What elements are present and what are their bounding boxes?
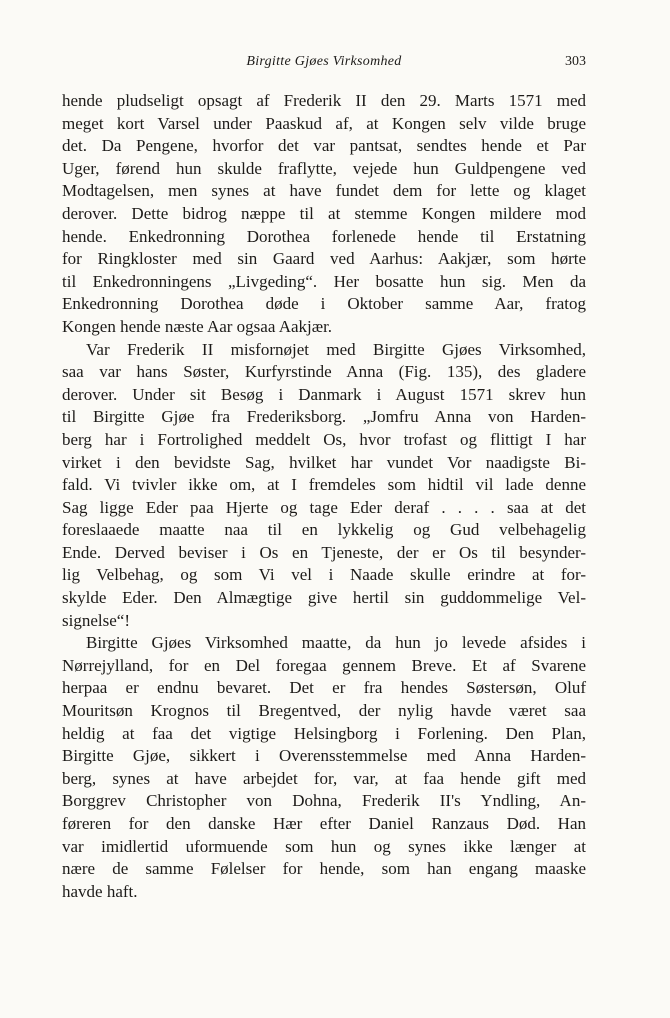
text-line: herpaa er endnu bevaret. Det er fra hendes Søstersøn, Oluf xyxy=(62,678,586,698)
text-line: Uger, førend hun skulde fraflytte, vejede hun Guldpengene ved xyxy=(62,158,586,178)
text-line: Kongen hende næste Aar ogsaa Aakjær. xyxy=(62,316,333,336)
text-line: det. Da Pengene, hvorfor det var pantsat, sendtes hende et Par xyxy=(62,136,586,156)
body-text xyxy=(62,90,586,903)
text-line: hende. Enkedronning Dorothea forlenede hende til Erstatning xyxy=(62,226,586,246)
text-line: Enkedronning Dorothea døde i Oktober samme Aar, fratog xyxy=(62,294,586,314)
text-line: derover. Under sit Besøg i Danmark i August 1571 skrev hun xyxy=(62,384,586,404)
text-line: lig Velbehag, og som Vi vel i Naade skulle erindre at for- xyxy=(62,565,586,585)
text-line: Sag ligge Eder paa Hjerte og tage Eder deraf . . . . saa at det xyxy=(62,497,586,517)
text-line: skylde Eder. Den Almægtige give hertil sin guddommelige Vel- xyxy=(62,588,586,608)
text-line: til Enkedronningens „Livgeding“. Her bosatte hun sig. Men da xyxy=(62,271,586,291)
text-line: Borggrev Christopher von Dohna, Frederik II's Yndling, An- xyxy=(62,791,586,811)
page-number: 303 xyxy=(565,54,586,69)
text-line: Mouritsøn Krognos til Bregentved, der nylig havde været saa xyxy=(62,701,586,721)
text-line: Nørrejylland, for en Del foregaa gennem Breve. Et af Svarene xyxy=(62,655,586,675)
text-line: for Ringkloster med sin Gaard ved Aarhus: Aakjær, som hørte xyxy=(62,249,586,269)
text-line: fald. Vi tvivler ikke om, at I fremdeles som hidtil vil lade denne xyxy=(62,475,586,495)
text-line: havde haft. xyxy=(62,881,138,901)
text-line: til Birgitte Gjøe fra Frederiksborg. „Jomfru Anna von Harden- xyxy=(62,407,586,427)
text-line: Ende. Derved beviser i Os en Tjeneste, der er Os til besynder- xyxy=(62,542,586,562)
text-line: Var Frederik II misfornøjet med Birgitte Gjøes Virksomhed, xyxy=(86,339,586,359)
text-line: føreren for den danske Hær efter Daniel Ranzaus Død. Han xyxy=(62,814,586,833)
text-line: virket i den bevidste Sag, hvilket har vundet Vor naadigste Bi- xyxy=(62,452,586,472)
text-line: foreslaaede maatte naa til en lykkelig og Gud velbehagelig xyxy=(62,520,586,540)
text-line: hende pludseligt opsagt af Frederik II den 29. Marts 1571 med xyxy=(62,91,586,110)
text-line: Birgitte Gjøe, sikkert i Overensstemmelse med Anna Harden- xyxy=(62,746,586,766)
running-title: Birgitte Gjøes Virksomhed xyxy=(246,54,402,69)
text-line: berg har i Fortrolighed meddelt Os, hvor trofast og flittigt I har xyxy=(62,429,586,449)
text-line: derover. Dette bidrog næppe til at stemme Kongen mildere mod xyxy=(62,203,586,223)
text-line: meget kort Varsel under Paaskud af, at Kongen selv vilde bruge xyxy=(62,113,586,133)
text-line: signelse“! xyxy=(62,610,130,630)
text-line: var imidlertid uformuende som hun og synes ikke længer at xyxy=(62,836,586,856)
text-line: heldig at faa det vigtige Helsingborg i Forlening. Den Plan, xyxy=(62,723,586,743)
running-header xyxy=(62,54,586,74)
text-line: Modtagelsen, men synes at have fundet dem for lette og klaget xyxy=(62,181,586,201)
text-line: Birgitte Gjøes Virksomhed maatte, da hun jo levede afsides i xyxy=(86,633,586,653)
text-line: saa var hans Søster, Kurfyrstinde Anna (Fig. 135), des gladere xyxy=(62,362,586,382)
text-line: nære de samme Følelser for hende, som han engang maaske xyxy=(62,859,586,879)
text-line: berg, synes at have arbejdet for, var, at faa hende gift med xyxy=(62,768,586,788)
